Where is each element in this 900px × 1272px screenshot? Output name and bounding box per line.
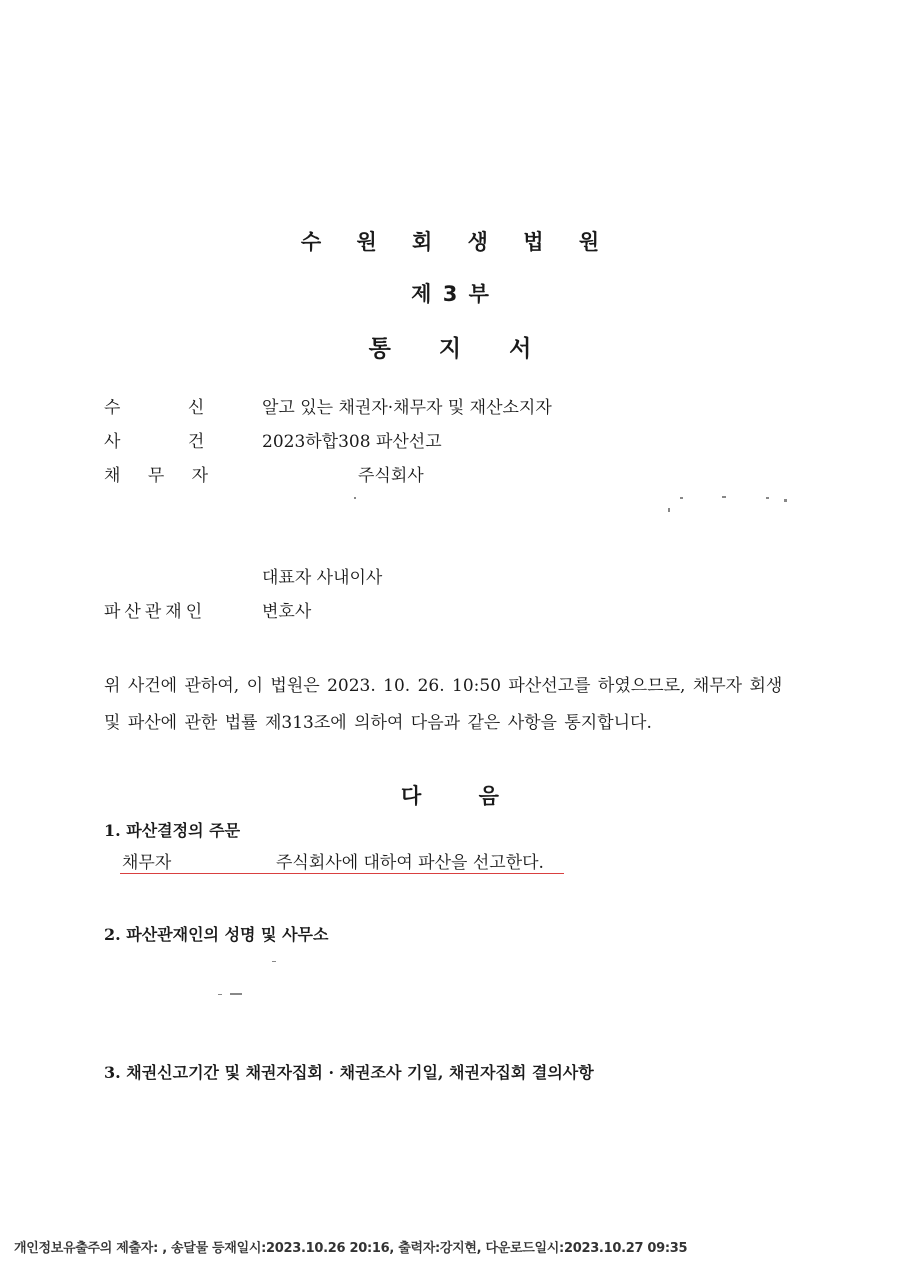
redaction-mark — [354, 497, 356, 499]
court-name: 수 원 회 생 법 원 — [300, 230, 614, 254]
redaction-mark — [722, 496, 726, 498]
order-debtor: 채무자 — [122, 853, 172, 873]
case-value: 2023하합308 파산선고 — [262, 432, 442, 452]
footer-watermark: 개인정보유출주의 제출자: , 송달물 등재일시:2023.10.26 20:16, 출력자:강지현, 다운로드일시:2023.10.27 09:35 — [14, 1241, 688, 1256]
division-name: 제 3 부 — [411, 282, 489, 306]
order-text: 주식회사에 대하여 파산을 선고한다. — [276, 853, 544, 873]
case-label: 사 건 — [104, 432, 205, 452]
redaction-mark — [272, 961, 276, 962]
recipient-label: 수 신 — [104, 398, 205, 418]
debtor-label: 채 무 자 — [104, 466, 209, 486]
recipient-value: 알고 있는 채권자·채무자 및 재산소지자 — [262, 398, 552, 418]
debtor-value: 주식회사 — [358, 466, 424, 486]
section-2-title: 2. 파산관재인의 성명 및 사무소 — [104, 925, 329, 944]
document-title: 통 지 서 — [368, 336, 532, 362]
redaction-mark — [230, 993, 242, 995]
redaction-mark — [766, 497, 769, 499]
section-3-title: 3. 채권신고기간 및 채권자집회 · 채권조사 기일, 채권자집회 결의사항 — [104, 1063, 594, 1082]
section-1-title: 1. 파산결정의 주문 — [104, 821, 241, 840]
section-heading: 다 음 — [401, 784, 499, 808]
redaction-mark — [680, 497, 683, 499]
representative-value: 대표자 사내이사 — [262, 568, 383, 588]
red-underline — [120, 873, 564, 874]
trustee-value: 변호사 — [262, 602, 312, 622]
redaction-mark — [218, 994, 222, 995]
redaction-mark — [668, 508, 670, 512]
trustee-label: 파산관재인 — [104, 602, 207, 622]
redaction-mark — [784, 499, 787, 502]
notice-paragraph: 위 사건에 관하여, 이 법원은 2023. 10. 26. 10:50 파산선고를 하였으므로, 채무자 회생 및 파산에 관한 법률 제313조에 의하여 다음과 같은 사항을 통지합니다. — [104, 676, 783, 733]
